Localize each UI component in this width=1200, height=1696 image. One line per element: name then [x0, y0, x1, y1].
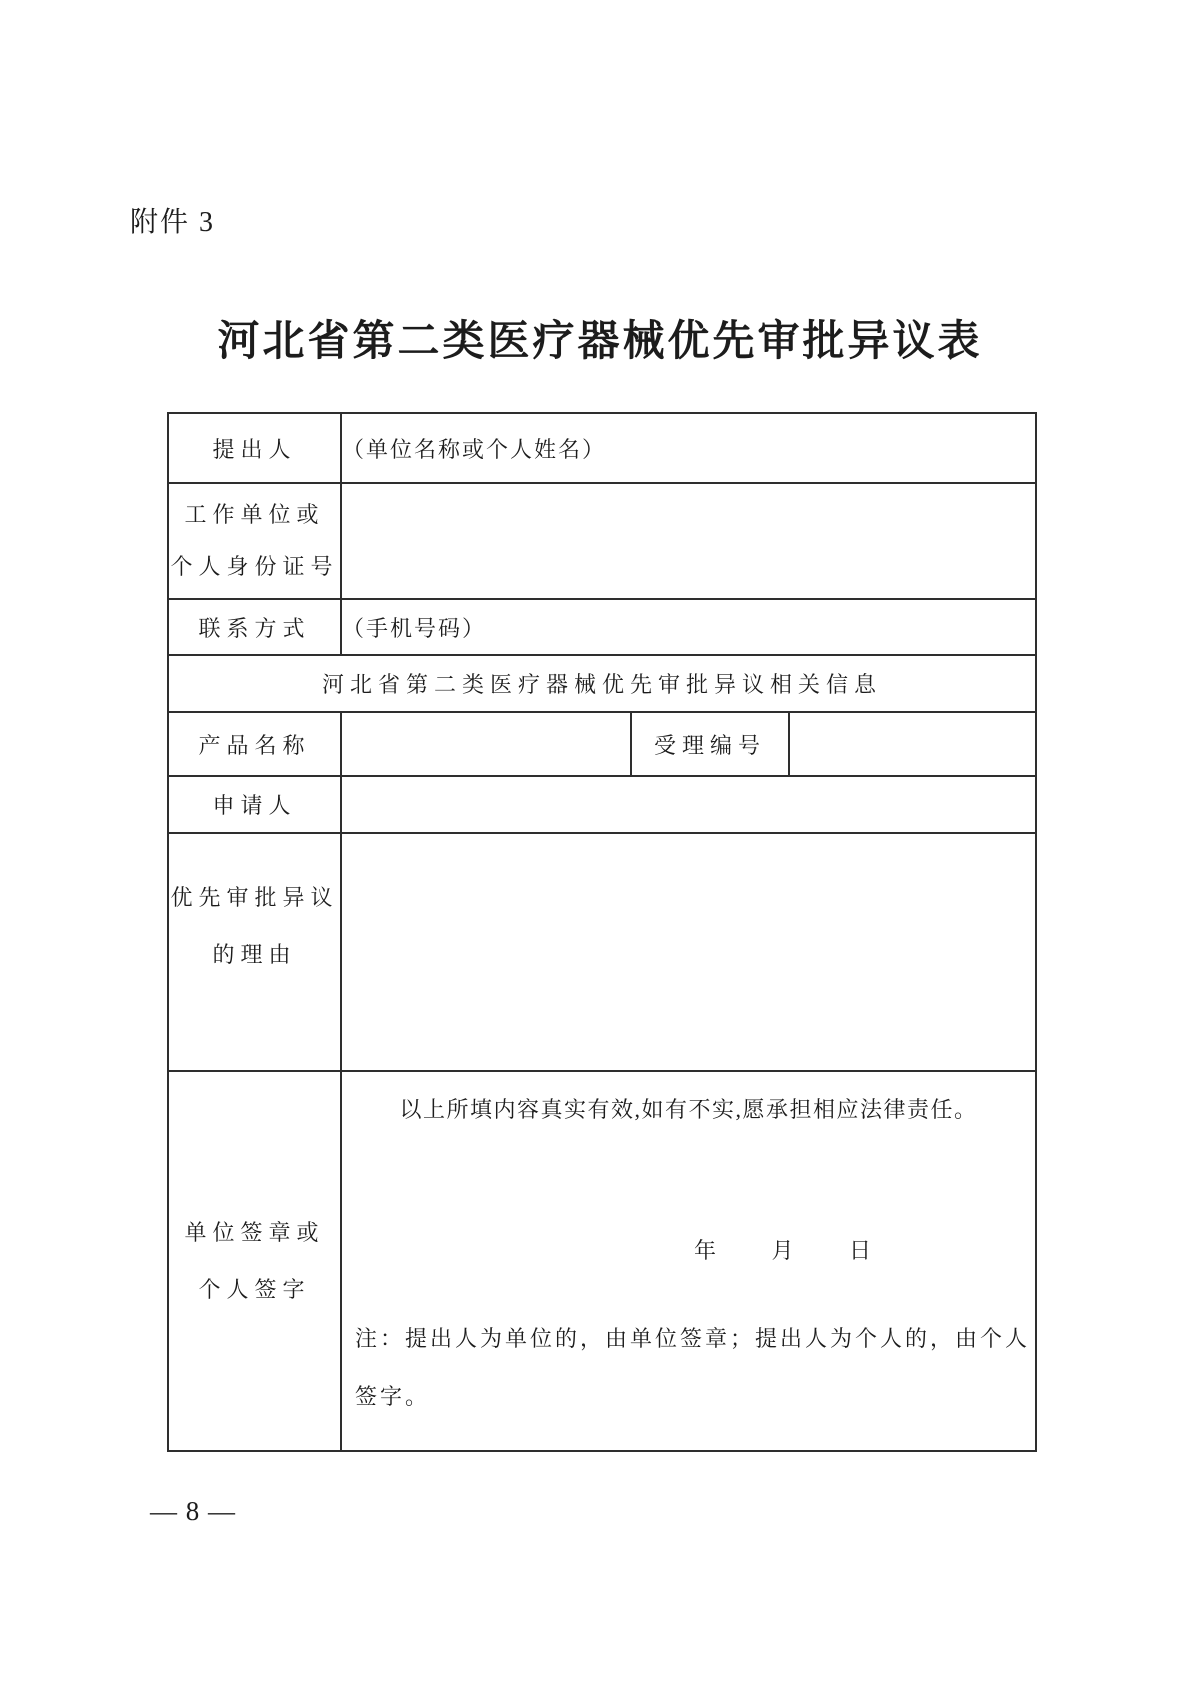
- contact-label: 联系方式: [168, 599, 341, 655]
- proposer-label: 提出人: [168, 413, 341, 483]
- acceptance-number-label: 受理编号: [631, 712, 789, 776]
- signature-label-line2: 个人签字: [198, 1277, 311, 1302]
- applicant-value-field: [341, 776, 1036, 833]
- work-unit-label: [168, 483, 341, 599]
- row-section-header: [168, 655, 1036, 712]
- work-unit-value-field: [341, 483, 1036, 599]
- row-product: [168, 712, 1036, 776]
- section-header: 河北省第二类医疗器械优先审批异议相关信息: [168, 655, 1036, 712]
- attachment-label: 附件 3: [130, 207, 216, 238]
- note-text: 注：提出人为单位的，由单位签章；提出人为个人的，由个人签字。: [355, 1326, 1031, 1409]
- objection-reason-value-field: [341, 833, 1036, 1071]
- row-signature: [168, 1071, 1036, 1451]
- work-unit-label-line1: 工作单位或: [184, 502, 325, 527]
- contact-value-field: （手机号码）: [341, 599, 1036, 655]
- signature-area: [341, 1071, 1036, 1451]
- applicant-label: 申请人: [168, 776, 341, 833]
- row-applicant: [168, 776, 1036, 833]
- date-line: [694, 1236, 871, 1266]
- acceptance-number-value-field: [789, 712, 1036, 776]
- row-proposer: [168, 413, 1036, 483]
- proposer-value-field: （单位名称或个人姓名）: [341, 413, 1036, 483]
- objection-reason-label-line2: 的理由: [212, 942, 297, 967]
- objection-reason-label: [168, 833, 341, 1071]
- work-unit-label-line2: 个人身份证号: [170, 554, 339, 579]
- row-contact: [168, 599, 1036, 655]
- form-table: [167, 412, 1037, 1452]
- date-year-label: 年: [694, 1238, 717, 1263]
- signature-label: [168, 1071, 341, 1451]
- objection-reason-label-line1: 优先审批异议: [170, 885, 339, 910]
- signature-label-line1: 单位签章或: [184, 1220, 325, 1245]
- page-number: — 8 —: [150, 1496, 236, 1526]
- date-day-label: 日: [849, 1238, 872, 1263]
- product-name-value-field: [341, 712, 631, 776]
- row-work-unit: [168, 483, 1036, 599]
- row-objection-reason: [168, 833, 1036, 1071]
- declaration-text: 以上所填内容真实有效,如有不实,愿承担相应法律责任。: [399, 1097, 978, 1122]
- date-month-label: 月: [771, 1238, 794, 1263]
- product-name-label: 产品名称: [168, 712, 341, 776]
- page-title: 河北省第二类医疗器械优先审批异议表: [217, 319, 983, 365]
